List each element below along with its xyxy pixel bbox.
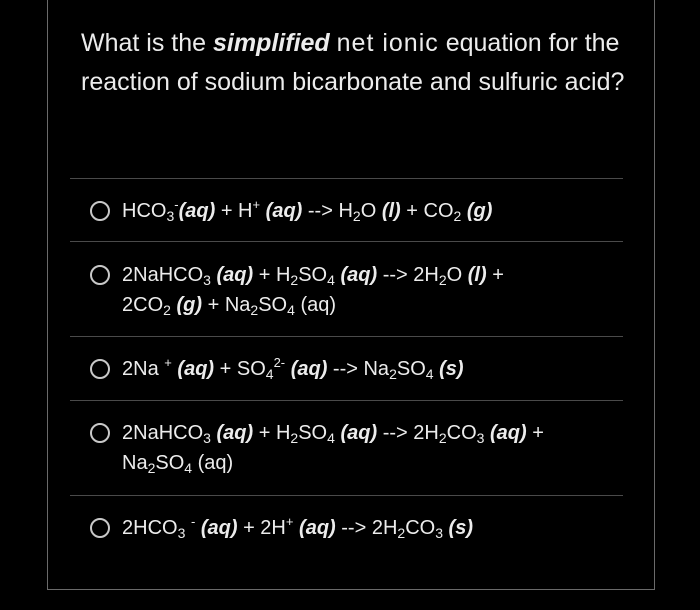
- question-prefix: What is the: [81, 29, 213, 57]
- answer-option-label: 2Na + $(aq) + SO_4^{2-}$ (aq) --> $Na_2SO_4$ (s): [122, 355, 464, 382]
- answer-option-1[interactable]: [70, 179, 623, 241]
- radio-button-icon[interactable]: [90, 423, 110, 443]
- answer-options: [70, 178, 623, 558]
- answer-option-5[interactable]: [70, 496, 623, 558]
- question-emphasis: simplified: [213, 29, 330, 57]
- radio-button-icon[interactable]: [90, 518, 110, 538]
- answer-option-4[interactable]: [70, 401, 623, 495]
- question-net-ionic: net ionic: [336, 29, 439, 57]
- radio-button-icon[interactable]: [90, 201, 110, 221]
- radio-button-icon[interactable]: [90, 265, 110, 285]
- answer-option-3[interactable]: [70, 337, 623, 400]
- answer-option-label: $2HCO_3$ - (aq) + 2H+ (aq) --> $2H_2CO_3$ (s): [122, 514, 473, 541]
- answer-option-label: 2NaHCO$_3$ $(aq) + H_2SO_4$ (aq) --> $2H_2CO_3$ (aq) + $Na_2SO_4$ (aq): [122, 422, 544, 476]
- radio-button-icon[interactable]: [90, 359, 110, 379]
- question-text: [81, 24, 641, 102]
- answer-option-label: 2NaHCO$_3$ $(aq) + H_2SO_4$ (aq) --> $2H_2O$ (l) + $2CO_2$ $(g) + Na_2SO_4$ (aq): [122, 264, 504, 318]
- answer-option-label: $HCO_3^-(aq) + H^+$ (aq) --> $H_2O$ $(l) + CO_2$ (g): [122, 197, 493, 224]
- question-suffix: equation for the reaction of sodium bicarbonate and sulfuric acid?: [81, 29, 625, 96]
- answer-option-2[interactable]: [70, 242, 623, 336]
